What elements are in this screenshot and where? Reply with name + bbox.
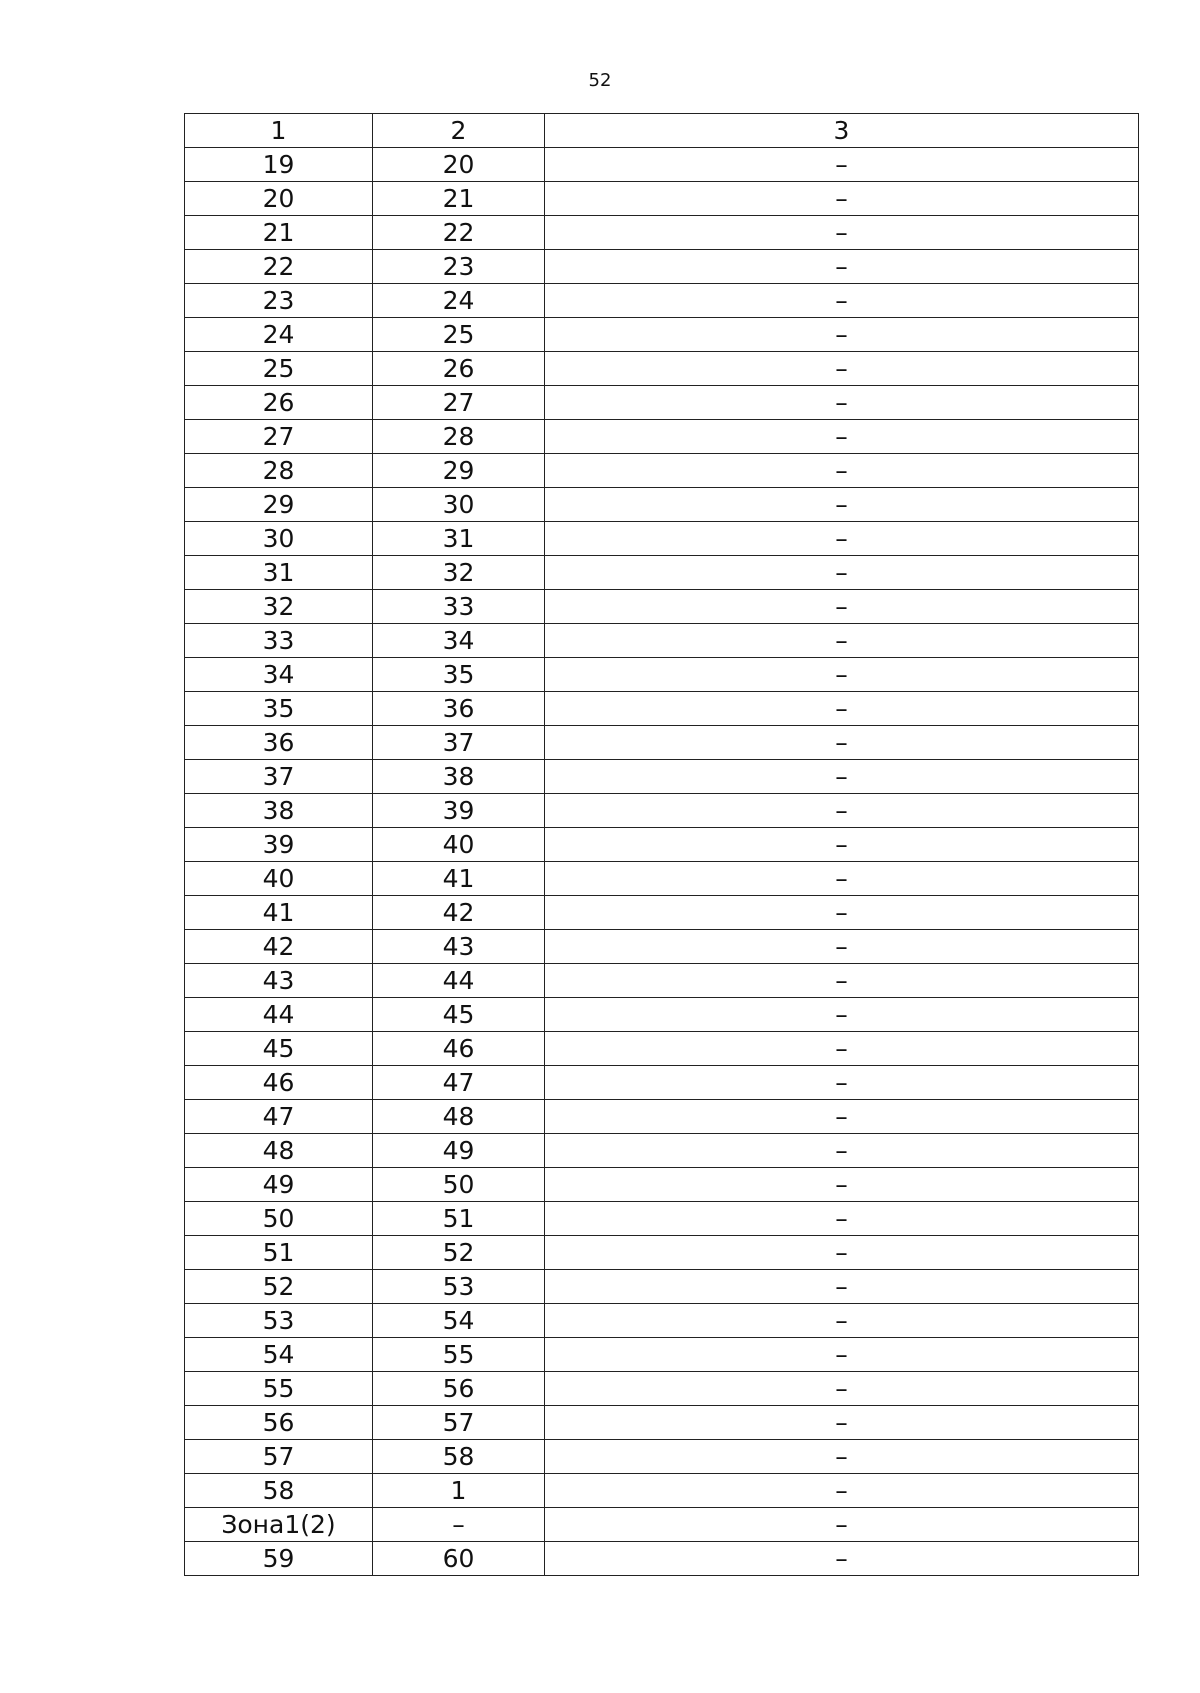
table-cell-col-3: –	[545, 624, 1139, 658]
table-cell-col-3: –	[545, 590, 1139, 624]
table-cell-col-3: –	[545, 1440, 1139, 1474]
table-cell-col-1: 37	[185, 760, 373, 794]
table-cell-col-3: –	[545, 1474, 1139, 1508]
coordinates-table	[184, 113, 1139, 1576]
table-cell-col-1: 45	[185, 1032, 373, 1066]
table-cell-col-2: 49	[373, 1134, 545, 1168]
table-cell-col-2: 50	[373, 1168, 545, 1202]
table-cell-col-3: –	[545, 386, 1139, 420]
table-cell-col-1: 32	[185, 590, 373, 624]
table-row	[185, 726, 1139, 760]
table-cell-col-1: 58	[185, 1474, 373, 1508]
table-cell-col-3: –	[545, 658, 1139, 692]
table-row	[185, 658, 1139, 692]
table-row	[185, 1304, 1139, 1338]
table-cell-col-2: 27	[373, 386, 545, 420]
table-row	[185, 488, 1139, 522]
table-row	[185, 1100, 1139, 1134]
table-cell-col-2: 24	[373, 284, 545, 318]
table-cell-col-1: 24	[185, 318, 373, 352]
table-row	[185, 556, 1139, 590]
table-cell-col-2: 57	[373, 1406, 545, 1440]
page-number: 52	[588, 70, 612, 91]
table-cell-col-2: 26	[373, 352, 545, 386]
table-cell-col-3: –	[545, 1236, 1139, 1270]
table-cell-col-3: –	[545, 1168, 1139, 1202]
table-cell-col-3: –	[545, 1032, 1139, 1066]
table-row	[185, 1372, 1139, 1406]
table-row	[185, 1236, 1139, 1270]
table-cell-col-2: 33	[373, 590, 545, 624]
table-row	[185, 148, 1139, 182]
table-cell-col-3: –	[545, 692, 1139, 726]
table-cell-col-3: –	[545, 896, 1139, 930]
table-row	[185, 590, 1139, 624]
table-cell-col-2: 34	[373, 624, 545, 658]
table-cell-col-2: 22	[373, 216, 545, 250]
table-row	[185, 522, 1139, 556]
table-cell-col-2: 21	[373, 182, 545, 216]
table-row	[185, 1134, 1139, 1168]
table-row	[185, 1406, 1139, 1440]
table-row	[185, 352, 1139, 386]
table-cell-col-2: 35	[373, 658, 545, 692]
table-cell-col-3: –	[545, 522, 1139, 556]
table-cell-col-1: 43	[185, 964, 373, 998]
table-cell-col-2: 42	[373, 896, 545, 930]
table-cell-col-3: –	[545, 352, 1139, 386]
table-cell-col-1: 21	[185, 216, 373, 250]
table-cell-col-1: 40	[185, 862, 373, 896]
table-cell-col-1: 46	[185, 1066, 373, 1100]
table-cell-col-1: 31	[185, 556, 373, 590]
table-cell-col-3: –	[545, 318, 1139, 352]
table-cell-col-2: 28	[373, 420, 545, 454]
table-cell-col-1: 25	[185, 352, 373, 386]
column-header-1: 1	[185, 114, 373, 148]
table-cell-col-1: Зона1(2)	[185, 1508, 373, 1542]
table-row	[185, 692, 1139, 726]
table-row	[185, 1270, 1139, 1304]
table-cell-col-1: 39	[185, 828, 373, 862]
table-cell-col-3: –	[545, 1270, 1139, 1304]
table-row	[185, 1508, 1139, 1542]
table-cell-col-2: 40	[373, 828, 545, 862]
table-cell-col-1: 23	[185, 284, 373, 318]
table-cell-col-3: –	[545, 454, 1139, 488]
table-cell-col-3: –	[545, 488, 1139, 522]
table-cell-col-3: –	[545, 148, 1139, 182]
table-row	[185, 760, 1139, 794]
table-cell-col-3: –	[545, 1406, 1139, 1440]
table-row	[185, 964, 1139, 998]
table-cell-col-3: –	[545, 556, 1139, 590]
table-cell-col-1: 28	[185, 454, 373, 488]
table-cell-col-2: –	[373, 1508, 545, 1542]
table-cell-col-2: 45	[373, 998, 545, 1032]
table-cell-col-2: 37	[373, 726, 545, 760]
table-cell-col-1: 48	[185, 1134, 373, 1168]
table-cell-col-2: 54	[373, 1304, 545, 1338]
table-cell-col-3: –	[545, 998, 1139, 1032]
table-cell-col-1: 22	[185, 250, 373, 284]
table-row	[185, 454, 1139, 488]
table-cell-col-2: 51	[373, 1202, 545, 1236]
table-cell-col-1: 19	[185, 148, 373, 182]
table-cell-col-3: –	[545, 1508, 1139, 1542]
table-cell-col-1: 20	[185, 182, 373, 216]
table-row	[185, 216, 1139, 250]
table-cell-col-2: 29	[373, 454, 545, 488]
table-row	[185, 1440, 1139, 1474]
column-header-3: 3	[545, 114, 1139, 148]
table-cell-col-3: –	[545, 1372, 1139, 1406]
table-row	[185, 896, 1139, 930]
table-cell-col-1: 50	[185, 1202, 373, 1236]
table-cell-col-3: –	[545, 1134, 1139, 1168]
table-cell-col-3: –	[545, 250, 1139, 284]
table-row	[185, 1066, 1139, 1100]
table-row	[185, 182, 1139, 216]
table-cell-col-2: 43	[373, 930, 545, 964]
table-cell-col-3: –	[545, 828, 1139, 862]
table-cell-col-1: 33	[185, 624, 373, 658]
table-cell-col-3: –	[545, 284, 1139, 318]
table-cell-col-2: 30	[373, 488, 545, 522]
table-row	[185, 998, 1139, 1032]
table-cell-col-2: 58	[373, 1440, 545, 1474]
table-cell-col-2: 23	[373, 250, 545, 284]
table-cell-col-3: –	[545, 216, 1139, 250]
table-cell-col-2: 47	[373, 1066, 545, 1100]
table-row	[185, 1542, 1139, 1576]
table-cell-col-2: 52	[373, 1236, 545, 1270]
table-row	[185, 420, 1139, 454]
table-cell-col-3: –	[545, 760, 1139, 794]
table-row	[185, 1338, 1139, 1372]
table-cell-col-2: 44	[373, 964, 545, 998]
table-cell-col-2: 56	[373, 1372, 545, 1406]
table-cell-col-1: 57	[185, 1440, 373, 1474]
table-row	[185, 1202, 1139, 1236]
table-row	[185, 250, 1139, 284]
table-row	[185, 794, 1139, 828]
table-cell-col-3: –	[545, 726, 1139, 760]
table-header-row	[185, 114, 1139, 148]
table-cell-col-3: –	[545, 1100, 1139, 1134]
table-cell-col-2: 25	[373, 318, 545, 352]
table-cell-col-3: –	[545, 862, 1139, 896]
table-cell-col-3: –	[545, 794, 1139, 828]
table-row	[185, 862, 1139, 896]
table-cell-col-2: 48	[373, 1100, 545, 1134]
table-cell-col-1: 27	[185, 420, 373, 454]
table-row	[185, 386, 1139, 420]
table-cell-col-1: 42	[185, 930, 373, 964]
table-row	[185, 1168, 1139, 1202]
table-cell-col-3: –	[545, 420, 1139, 454]
table-cell-col-1: 51	[185, 1236, 373, 1270]
table-row	[185, 1032, 1139, 1066]
table-cell-col-1: 34	[185, 658, 373, 692]
table-cell-col-1: 54	[185, 1338, 373, 1372]
table-cell-col-3: –	[545, 1304, 1139, 1338]
table-cell-col-2: 41	[373, 862, 545, 896]
table-cell-col-2: 53	[373, 1270, 545, 1304]
table-cell-col-1: 35	[185, 692, 373, 726]
table-cell-col-1: 44	[185, 998, 373, 1032]
table-cell-col-1: 53	[185, 1304, 373, 1338]
table-cell-col-2: 38	[373, 760, 545, 794]
column-header-2: 2	[373, 114, 545, 148]
table-row	[185, 284, 1139, 318]
table-cell-col-3: –	[545, 1542, 1139, 1576]
table-row	[185, 828, 1139, 862]
table-cell-col-2: 46	[373, 1032, 545, 1066]
table-row	[185, 624, 1139, 658]
table-cell-col-2: 36	[373, 692, 545, 726]
table-cell-col-1: 47	[185, 1100, 373, 1134]
table-row	[185, 1474, 1139, 1508]
table-cell-col-1: 29	[185, 488, 373, 522]
table-cell-col-1: 30	[185, 522, 373, 556]
table-cell-col-1: 36	[185, 726, 373, 760]
table-cell-col-1: 55	[185, 1372, 373, 1406]
table-cell-col-1: 41	[185, 896, 373, 930]
table-cell-col-2: 1	[373, 1474, 545, 1508]
table-row	[185, 318, 1139, 352]
table-body	[185, 148, 1139, 1576]
table-cell-col-2: 55	[373, 1338, 545, 1372]
table-cell-col-1: 38	[185, 794, 373, 828]
table-cell-col-1: 56	[185, 1406, 373, 1440]
table-cell-col-2: 32	[373, 556, 545, 590]
table-cell-col-3: –	[545, 1338, 1139, 1372]
table-cell-col-1: 49	[185, 1168, 373, 1202]
table-cell-col-3: –	[545, 930, 1139, 964]
table-cell-col-1: 59	[185, 1542, 373, 1576]
table-cell-col-2: 39	[373, 794, 545, 828]
table-row	[185, 930, 1139, 964]
table-cell-col-3: –	[545, 1202, 1139, 1236]
table-cell-col-3: –	[545, 964, 1139, 998]
table-cell-col-1: 26	[185, 386, 373, 420]
table-cell-col-2: 60	[373, 1542, 545, 1576]
table-cell-col-1: 52	[185, 1270, 373, 1304]
table-cell-col-2: 20	[373, 148, 545, 182]
table-cell-col-3: –	[545, 1066, 1139, 1100]
table-cell-col-2: 31	[373, 522, 545, 556]
table-cell-col-3: –	[545, 182, 1139, 216]
